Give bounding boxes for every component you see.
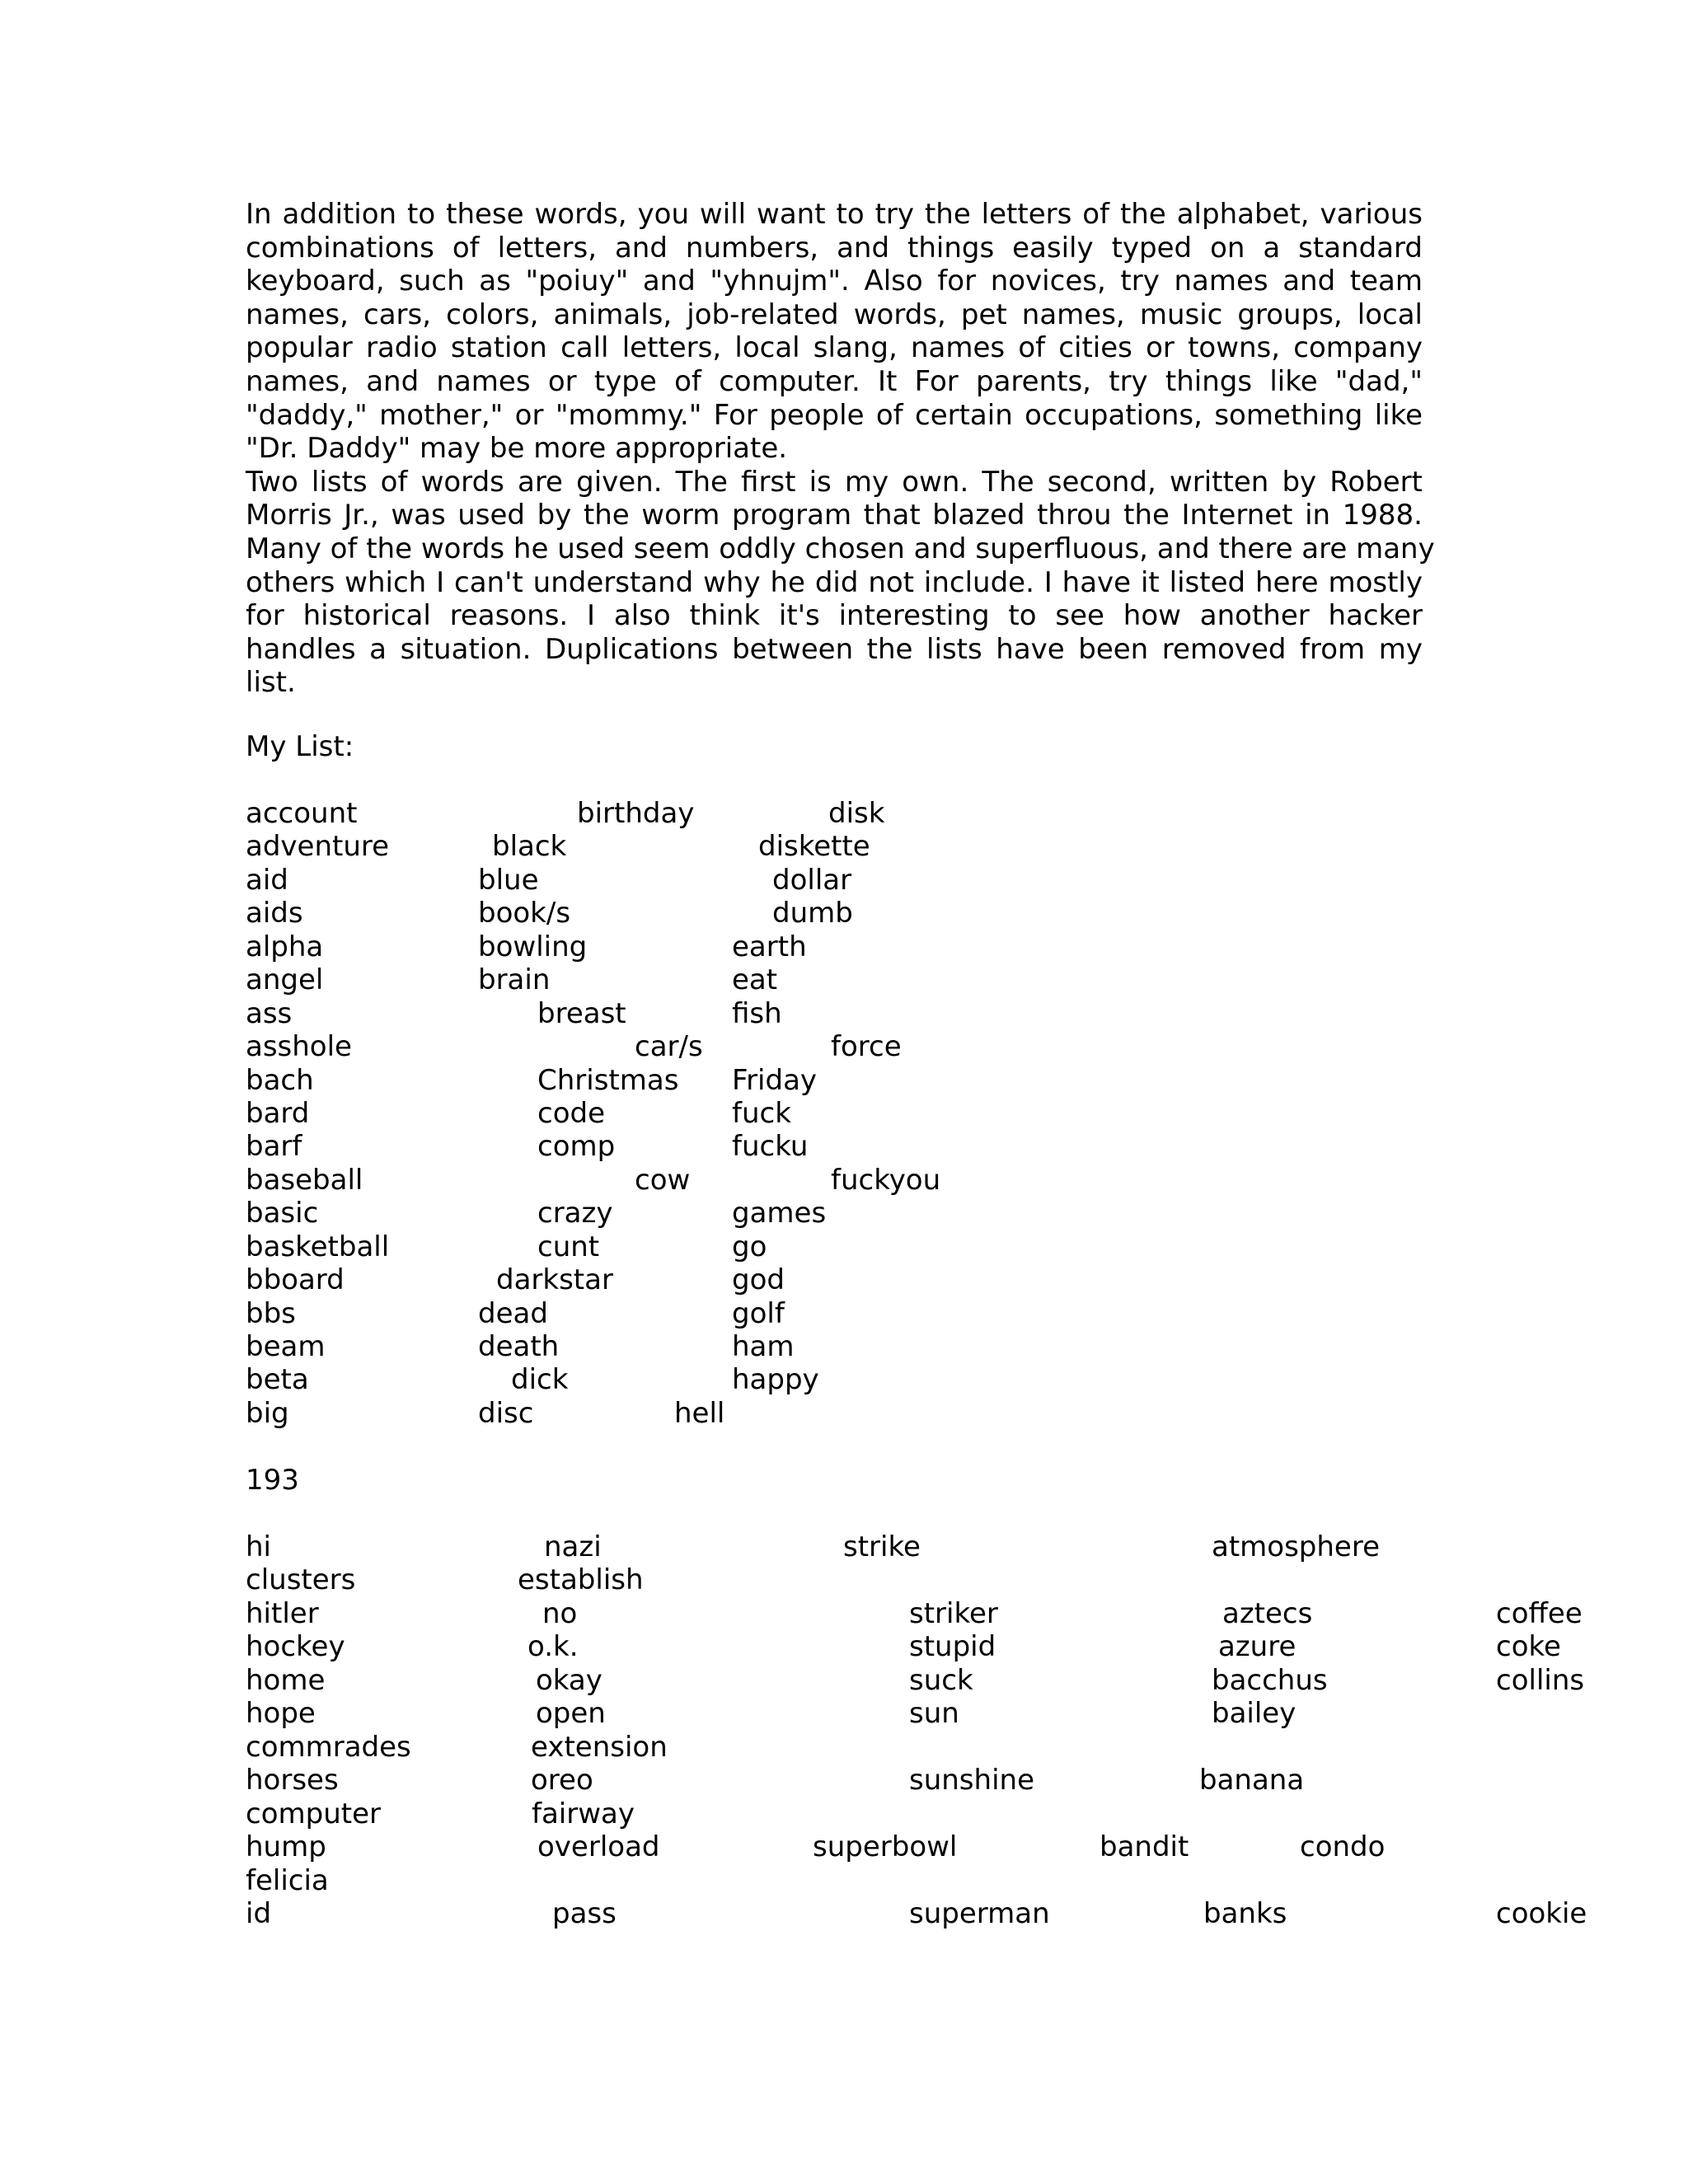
list-word: dumb [772, 897, 853, 930]
list-word: fish [732, 996, 782, 1030]
list-word: dollar [772, 863, 852, 897]
paragraph-line: combinations of letters, and numbers, and things easily typed on a standard [246, 231, 1423, 265]
list-word: banana [1199, 1764, 1305, 1797]
list-word: big [246, 1396, 289, 1430]
list-word: god [732, 1263, 785, 1297]
list-word: Friday [732, 1063, 818, 1097]
list-word: aids [246, 897, 303, 930]
paragraph-line: names, and names or type of computer. It For parents, try things like "dad," [246, 364, 1423, 398]
list-word: ass [246, 996, 293, 1030]
paragraph-line: In addition to these words, you will want to try the letters of the alphabet, various [246, 198, 1423, 231]
my-list-heading: My List: [246, 730, 354, 763]
list-word: disk [828, 797, 885, 830]
list-word: banks [1203, 1897, 1287, 1930]
list-word: brain [478, 963, 551, 997]
list-word: earth [732, 930, 807, 963]
list-word: adventure [246, 830, 390, 864]
list-word: basic [246, 1197, 319, 1230]
list-word: beam [246, 1330, 326, 1364]
list-word: fucku [732, 1130, 809, 1164]
list-word: golf [732, 1296, 785, 1330]
paragraph-line: popular radio station call letters, local slang, names of cities or towns, company [246, 331, 1423, 365]
list-word: car/s [635, 1030, 703, 1064]
list-word: bach [246, 1063, 314, 1097]
list-word: condo [1300, 1830, 1386, 1863]
list-word: open [536, 1697, 606, 1730]
list-word: dick [511, 1363, 569, 1397]
list-word: cookie [1496, 1897, 1587, 1930]
paragraph-line: names, cars, colors, animals, job-related words, pet names, music groups, local [246, 298, 1423, 331]
list-word: baseball [246, 1163, 363, 1197]
list-word: force [831, 1030, 902, 1064]
list-word: black [492, 830, 567, 864]
list-word: hell [674, 1396, 725, 1430]
list-word: stupid [909, 1630, 996, 1663]
list-word: fairway [532, 1797, 635, 1830]
paragraph-line: Morris Jr., was used by the worm program that blazed throu the Internet in 1988. [246, 499, 1423, 532]
list-word: overload [537, 1830, 660, 1863]
list-word: beta [246, 1363, 309, 1397]
paragraph-line: others which I can't understand why he did not include. I have it listed here mostly [246, 565, 1423, 599]
list-word: collins [1496, 1664, 1585, 1697]
list-word: asshole [246, 1030, 352, 1064]
list-word: angel [246, 963, 324, 997]
list-word: fuckyou [831, 1163, 941, 1197]
intro-paragraph [246, 198, 1435, 700]
list-word: happy [732, 1363, 819, 1397]
list-word: atmosphere [1212, 1530, 1380, 1563]
list-word: computer [246, 1797, 381, 1830]
list-word: breast [537, 996, 626, 1030]
list-word: hitler [246, 1597, 319, 1630]
list-word: dead [478, 1296, 548, 1330]
list-word: suck [909, 1664, 973, 1697]
list-word: coke [1496, 1630, 1561, 1663]
list-word: o.k. [528, 1630, 579, 1663]
list-word: book/s [478, 897, 571, 930]
list-word: blue [478, 863, 539, 897]
paragraph-line: handles a situation. Duplications between the lists have been removed from my [246, 632, 1423, 666]
list-word: bandit [1100, 1830, 1189, 1863]
list-word: hockey [246, 1630, 345, 1663]
list-word: birthday [577, 797, 695, 830]
list-word: bard [246, 1096, 310, 1130]
list-word: aztecs [1222, 1597, 1313, 1630]
list-word: crazy [537, 1197, 613, 1230]
list-word: home [246, 1664, 326, 1697]
list-word: no [542, 1597, 578, 1630]
list-word: eat [732, 963, 778, 997]
list-word: bacchus [1212, 1664, 1328, 1697]
paragraph-line: "daddy," mother," or "mommy." For people of certain occupations, something like [246, 398, 1423, 432]
list-word: sun [909, 1697, 959, 1730]
list-word: establish [518, 1563, 644, 1596]
list-word: felicia [246, 1864, 329, 1897]
list-word: games [732, 1197, 827, 1230]
page-number: 193 [246, 1464, 299, 1497]
list-word: horses [246, 1764, 339, 1797]
list-word: pass [552, 1897, 617, 1930]
paragraph-line: Many of the words he used seem oddly chosen and superfluous, and there are many [246, 532, 1435, 565]
list-word: nazi [544, 1530, 602, 1563]
list-word: cunt [537, 1230, 600, 1263]
list-word: basketball [246, 1230, 390, 1263]
paragraph-line: for historical reasons. I also think it's interesting to see how another hacker [246, 599, 1423, 633]
list-word: okay [536, 1664, 603, 1697]
list-word: alpha [246, 930, 324, 963]
list-word: clusters [246, 1563, 356, 1596]
list-word: account [246, 797, 358, 830]
list-word: extension [531, 1731, 668, 1764]
paragraph-line: Two lists of words are given. The first is my own. The second, written by Robert [246, 465, 1423, 499]
list-word: death [478, 1330, 560, 1364]
list-word: cow [635, 1163, 691, 1197]
list-word: strike [843, 1530, 921, 1563]
paragraph-line: list. [246, 666, 296, 700]
list-word: hope [246, 1697, 316, 1730]
list-word: superbowl [813, 1830, 958, 1863]
list-word: code [537, 1096, 605, 1130]
list-word: fuck [732, 1096, 791, 1130]
list-word: bowling [478, 930, 588, 963]
list-word: coffee [1496, 1597, 1582, 1630]
list-word: disc [478, 1396, 534, 1430]
list-word: bailey [1212, 1697, 1296, 1730]
list-word: comp [537, 1130, 616, 1164]
list-word: striker [909, 1597, 998, 1630]
list-word: azure [1218, 1630, 1296, 1663]
list-word: aid [246, 863, 288, 897]
list-word: bbs [246, 1296, 296, 1330]
list-word: Christmas [537, 1063, 679, 1097]
list-word: darkstar [496, 1263, 613, 1297]
list-word: oreo [531, 1764, 593, 1797]
list-word: superman [909, 1897, 1050, 1930]
list-word: bboard [246, 1263, 345, 1297]
list-word: id [246, 1897, 272, 1930]
list-word: commrades [246, 1731, 411, 1764]
paragraph-line: keyboard, such as "poiuy" and "yhnujm". Also for novices, try names and team [246, 265, 1423, 298]
list-word: sunshine [909, 1764, 1034, 1797]
list-word: hump [246, 1830, 326, 1863]
list-word: hi [246, 1530, 271, 1563]
paragraph-line: "Dr. Daddy" may be more appropriate. [246, 432, 788, 466]
list-word: ham [732, 1330, 795, 1364]
list-word: go [732, 1230, 767, 1263]
list-word: diskette [758, 830, 870, 864]
list-word: barf [246, 1130, 302, 1164]
